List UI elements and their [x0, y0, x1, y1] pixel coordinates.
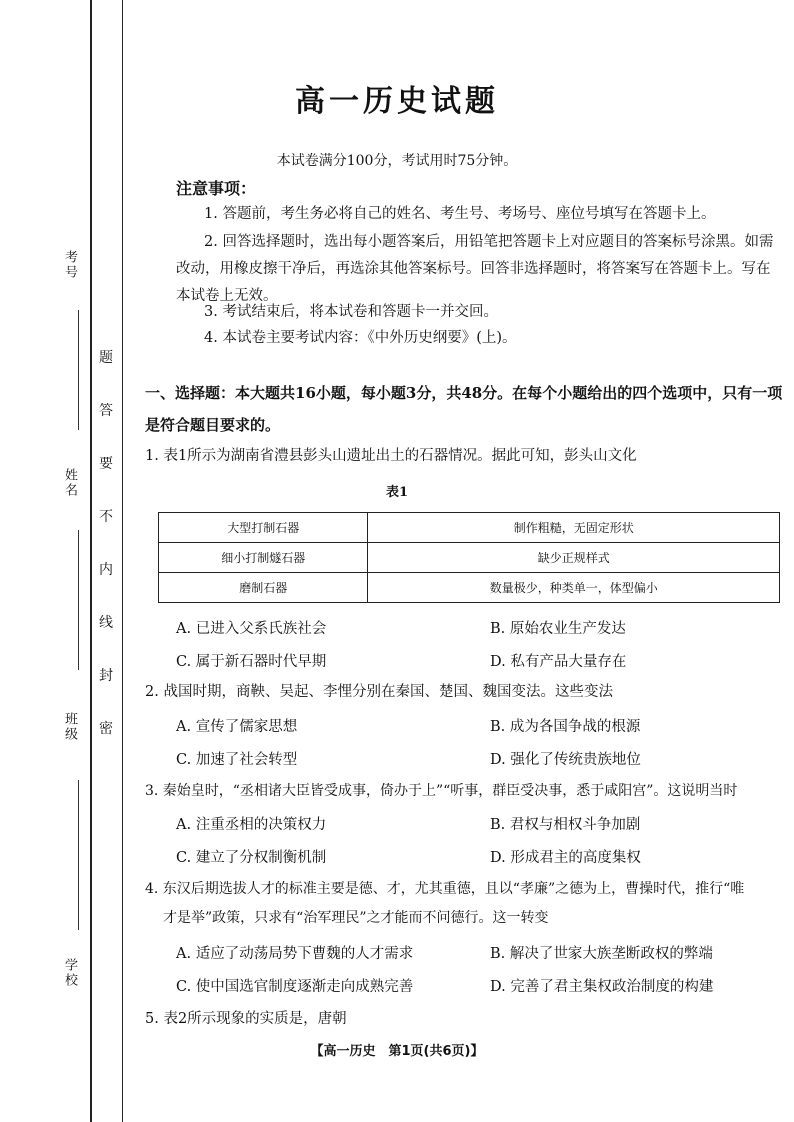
- side-label-name: 姓名: [62, 468, 77, 498]
- name-blank: [78, 530, 79, 670]
- notice-item-1: 1. 答题前，考生务必将自己的姓名、考生号、考场号、座位号填写在答题卡上。: [204, 206, 716, 222]
- question-4-stem-cont: 才是举”政策，只求有“治军理民”之才能而不问德行。这一转变: [163, 910, 549, 926]
- seal-char-6: 线: [99, 615, 113, 631]
- notice-item-3: 3. 考试结束后，将本试卷和答题卡一并交回。: [204, 304, 498, 320]
- q4-option-b: B. 解决了世家大族垄断政权的弊端: [490, 946, 713, 962]
- q3-option-c: C. 建立了分权制衡机制: [176, 850, 327, 866]
- question-1-stem: 1. 表1所示为湖南省澧县彭头山遗址出土的石器情况。据此可知，彭头山文化: [145, 448, 637, 464]
- seal-char-2: 答: [99, 403, 113, 419]
- notice-heading: 注意事项：: [176, 179, 257, 198]
- side-label-exam-no: 考号: [62, 250, 77, 280]
- page-title: 高一历史试题: [295, 84, 499, 119]
- q4-option-d: D. 完善了君主集权政治制度的构建: [490, 979, 714, 995]
- side-label-school: 学校: [62, 958, 77, 988]
- table-caption: 表1: [385, 485, 409, 500]
- table-row: [159, 543, 780, 573]
- page-footer: 【高一历史 第1页(共6页)】: [310, 1044, 484, 1059]
- table-cell: 缺少正规样式: [368, 543, 780, 573]
- q2-option-d: D. 强化了传统贵族地位: [490, 752, 641, 768]
- table-cell: 大型打制石器: [159, 513, 368, 543]
- seal-char-7: 封: [99, 668, 113, 684]
- seal-char-4: 不: [99, 509, 113, 525]
- q2-option-a: A. 宣传了儒家思想: [176, 719, 298, 735]
- table-row: [159, 513, 780, 543]
- q3-option-d: D. 形成君主的高度集权: [490, 850, 641, 866]
- side-label-class: 班级: [62, 712, 77, 742]
- seal-char-1: 题: [99, 350, 113, 366]
- q4-option-a: A. 适应了动荡局势下曹魏的人才需求: [176, 946, 414, 962]
- question-4-stem: 4. 东汉后期选拔人才的标准主要是德、才，尤其重德，且以“孝廉”之德为上，曹操时代，推行“唯: [145, 881, 745, 897]
- q1-option-d: D. 私有产品大量存在: [490, 654, 627, 670]
- table-cell: 磨制石器: [159, 573, 368, 603]
- notice-item-2: 2. 回答选择题时，选出每小题答案后，用铅笔把答题卡上对应题目的答案标号涂黑。如需改动，用橡皮擦干净后，再选涂其他答案标号。回答非选择题时，将答案写在答题卡上。写在本试卷上无效。: [176, 234, 774, 304]
- exam-no-blank: [78, 310, 79, 430]
- q1-option-c: C. 属于新石器时代早期: [176, 654, 327, 670]
- notice-item-4: 4. 本试卷主要考试内容：《中外历史纲要》(上)。: [204, 330, 517, 346]
- stone-tools-table: [158, 512, 780, 603]
- q3-option-b: B. 君权与相权斗争加剧: [490, 817, 641, 833]
- table-cell: 细小打制燧石器: [159, 543, 368, 573]
- q2-option-b: B. 成为各国争战的根源: [490, 719, 641, 735]
- q2-option-c: C. 加速了社会转型: [176, 752, 298, 768]
- exam-info: 本试卷满分100分，考试用时75分钟。: [276, 153, 518, 169]
- q1-option-b: B. 原始农业生产发达: [490, 621, 626, 637]
- question-3-stem: 3. 秦始皇时，“丞相诸大臣皆受成事，倚办于上”“听事，群臣受决事，悉于咸阳宫”。这说明当时: [145, 783, 738, 799]
- seal-char-3: 要: [99, 456, 113, 472]
- table-row: [159, 573, 780, 603]
- question-5-stem: 5. 表2所示现象的实质是，唐朝: [145, 1011, 347, 1027]
- table-cell: 数量极少，种类单一，体型偏小: [368, 573, 780, 603]
- question-2-stem: 2. 战国时期，商鞅、吴起、李悝分别在秦国、楚国、魏国变法。这些变法: [145, 684, 613, 700]
- section-heading: 一、选择题：本大题共16小题，每小题3分，共48分。在每个小题给出的四个选项中，只有一项是符合题目要求的。: [145, 384, 783, 434]
- seal-char-8: 密: [99, 721, 113, 737]
- class-blank: [78, 780, 79, 930]
- seal-char-5: 内: [99, 562, 113, 578]
- q3-option-a: A. 注重丞相的决策权力: [176, 817, 327, 833]
- table-cell: 制作粗糙，无固定形状: [368, 513, 780, 543]
- q4-option-c: C. 使中国选官制度逐渐走向成熟完善: [176, 979, 414, 995]
- q1-option-a: A. 已进入父系氏族社会: [176, 621, 327, 637]
